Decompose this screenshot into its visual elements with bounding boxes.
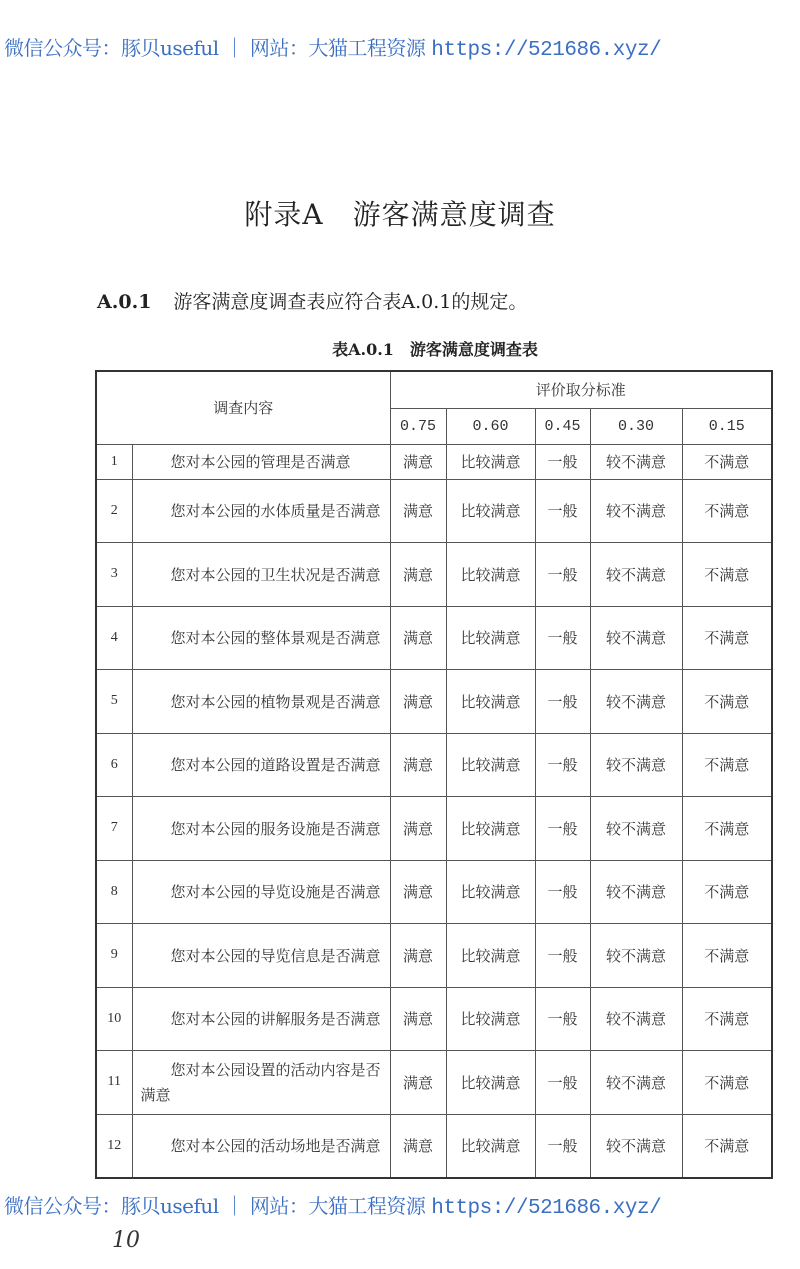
score-header: 0.15 <box>682 408 772 444</box>
clause-text: 游客满意度调查表应符合表A.0.1的规定。 <box>173 291 528 313</box>
rating-level: 满意 <box>390 479 446 543</box>
question: 您对本公园的活动场地是否满意 <box>132 1114 390 1178</box>
rating-level: 较不满意 <box>590 606 682 670</box>
question: 您对本公园设置的活动内容是否满意 <box>132 1051 390 1115</box>
question: 您对本公园的卫生状况是否满意 <box>132 543 390 607</box>
rating-level: 一般 <box>535 733 590 797</box>
survey-table <box>95 370 773 1179</box>
rating-level: 不满意 <box>682 733 772 797</box>
rating-level: 较不满意 <box>590 1114 682 1178</box>
rating-level: 一般 <box>535 444 590 479</box>
rating-level: 比较满意 <box>446 1051 535 1115</box>
rating-level: 一般 <box>535 606 590 670</box>
rating-level: 一般 <box>535 670 590 734</box>
score-header: 0.45 <box>535 408 590 444</box>
table-caption: 表A.0.1 游客满意度调查表 <box>332 340 538 359</box>
rating-level: 一般 <box>535 479 590 543</box>
rating-level: 较不满意 <box>590 670 682 734</box>
table-row <box>96 670 772 734</box>
appendix-title: 附录A 游客满意度调查 <box>244 198 556 231</box>
row-number: 7 <box>96 797 132 861</box>
rating-level: 满意 <box>390 987 446 1051</box>
rating-level: 比较满意 <box>446 924 535 988</box>
watermark-bottom <box>4 1193 661 1222</box>
rating-level: 满意 <box>390 1051 446 1115</box>
rating-level: 不满意 <box>682 670 772 734</box>
rating-level: 比较满意 <box>446 733 535 797</box>
rating-level: 一般 <box>535 924 590 988</box>
question: 您对本公园的水体质量是否满意 <box>132 479 390 543</box>
rating-level: 满意 <box>390 733 446 797</box>
header-content: 调查内容 <box>96 371 390 444</box>
question: 您对本公园的植物景观是否满意 <box>132 670 390 734</box>
rating-level: 一般 <box>535 1051 590 1115</box>
page-number: 10 <box>112 1228 140 1253</box>
clause-number: A.0.1 <box>97 291 152 313</box>
watermark-url: https://521686.xyz/ <box>431 1197 662 1220</box>
question: 您对本公园的导览信息是否满意 <box>132 924 390 988</box>
score-header: 0.30 <box>590 408 682 444</box>
rating-level: 满意 <box>390 670 446 734</box>
table-row <box>96 987 772 1051</box>
row-number: 9 <box>96 924 132 988</box>
rating-level: 比较满意 <box>446 860 535 924</box>
row-number: 10 <box>96 987 132 1051</box>
rating-level: 较不满意 <box>590 479 682 543</box>
rating-level: 不满意 <box>682 543 772 607</box>
rating-level: 较不满意 <box>590 797 682 861</box>
rating-level: 满意 <box>390 860 446 924</box>
question: 您对本公园的导览设施是否满意 <box>132 860 390 924</box>
question: 您对本公园的讲解服务是否满意 <box>132 987 390 1051</box>
rating-level: 比较满意 <box>446 1114 535 1178</box>
row-number: 3 <box>96 543 132 607</box>
rating-level: 比较满意 <box>446 670 535 734</box>
row-number: 1 <box>96 444 132 479</box>
table-row <box>96 1051 772 1115</box>
table-row <box>96 606 772 670</box>
rating-level: 不满意 <box>682 444 772 479</box>
rating-level: 比较满意 <box>446 479 535 543</box>
table-row <box>96 543 772 607</box>
row-number: 4 <box>96 606 132 670</box>
rating-level: 比较满意 <box>446 606 535 670</box>
table-row <box>96 860 772 924</box>
table-row <box>96 797 772 861</box>
rating-level: 较不满意 <box>590 924 682 988</box>
question: 您对本公园的整体景观是否满意 <box>132 606 390 670</box>
rating-level: 不满意 <box>682 797 772 861</box>
score-header: 0.60 <box>446 408 535 444</box>
rating-level: 不满意 <box>682 1114 772 1178</box>
table-row <box>96 1114 772 1178</box>
rating-level: 不满意 <box>682 924 772 988</box>
rating-level: 满意 <box>390 543 446 607</box>
header-criteria: 评价取分标准 <box>390 371 772 408</box>
rating-level: 较不满意 <box>590 444 682 479</box>
table-row <box>96 444 772 479</box>
row-number: 6 <box>96 733 132 797</box>
watermark-url: https://521686.xyz/ <box>431 39 662 62</box>
rating-level: 不满意 <box>682 987 772 1051</box>
watermark-top <box>4 35 661 64</box>
watermark-text: 微信公众号：豚贝useful ｜ 网站：大猫工程资源 <box>4 1194 432 1218</box>
rating-level: 一般 <box>535 860 590 924</box>
score-header: 0.75 <box>390 408 446 444</box>
rating-level: 一般 <box>535 1114 590 1178</box>
row-number: 5 <box>96 670 132 734</box>
table-row <box>96 733 772 797</box>
rating-level: 一般 <box>535 797 590 861</box>
rating-level: 满意 <box>390 924 446 988</box>
rating-level: 满意 <box>390 444 446 479</box>
table-row <box>96 479 772 543</box>
rating-level: 不满意 <box>682 479 772 543</box>
row-number: 12 <box>96 1114 132 1178</box>
question: 您对本公园的服务设施是否满意 <box>132 797 390 861</box>
rating-level: 满意 <box>390 1114 446 1178</box>
rating-level: 不满意 <box>682 1051 772 1115</box>
question: 您对本公园的管理是否满意 <box>132 444 390 479</box>
rating-level: 比较满意 <box>446 987 535 1051</box>
rating-level: 一般 <box>535 543 590 607</box>
table-row <box>96 924 772 988</box>
rating-level: 比较满意 <box>446 797 535 861</box>
rating-level: 不满意 <box>682 860 772 924</box>
question: 您对本公园的道路设置是否满意 <box>132 733 390 797</box>
rating-level: 满意 <box>390 797 446 861</box>
rating-level: 满意 <box>390 606 446 670</box>
clause <box>97 287 527 314</box>
rating-level: 一般 <box>535 987 590 1051</box>
rating-level: 比较满意 <box>446 543 535 607</box>
row-number: 11 <box>96 1051 132 1115</box>
rating-level: 不满意 <box>682 606 772 670</box>
row-number: 2 <box>96 479 132 543</box>
rating-level: 较不满意 <box>590 543 682 607</box>
rating-level: 较不满意 <box>590 733 682 797</box>
rating-level: 较不满意 <box>590 860 682 924</box>
watermark-text: 微信公众号：豚贝useful ｜ 网站：大猫工程资源 <box>4 36 432 60</box>
rating-level: 比较满意 <box>446 444 535 479</box>
rating-level: 较不满意 <box>590 987 682 1051</box>
rating-level: 较不满意 <box>590 1051 682 1115</box>
row-number: 8 <box>96 860 132 924</box>
